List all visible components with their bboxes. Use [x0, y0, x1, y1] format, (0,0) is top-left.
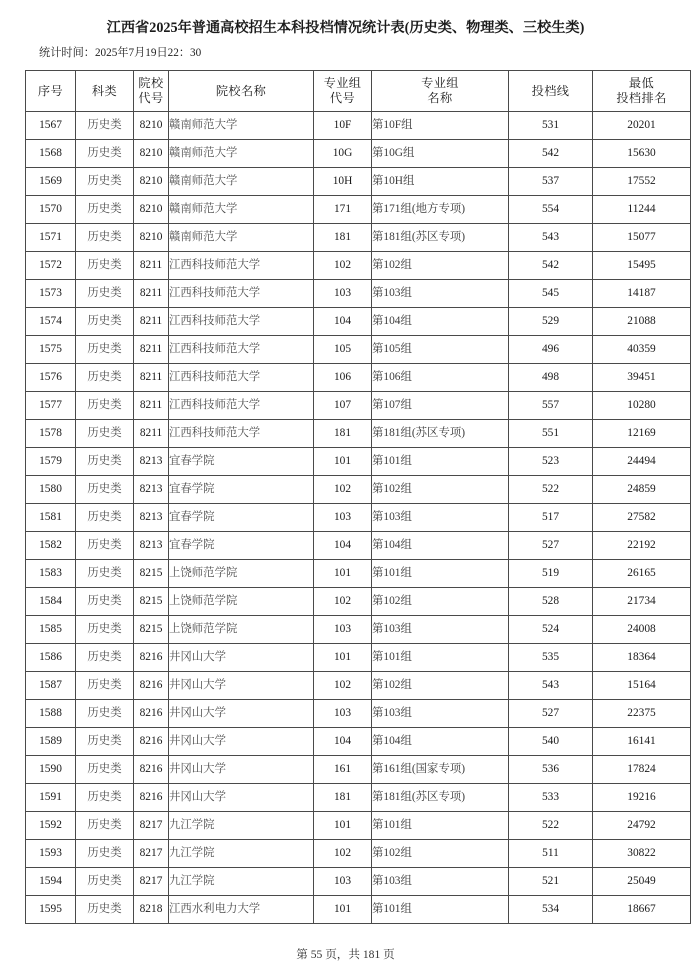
cell-sequence: 1570: [26, 196, 76, 224]
cell-group-code: 171: [314, 196, 372, 224]
column-header-lowest-rank-line1: 最低: [628, 76, 655, 90]
cell-subject: 历史类: [76, 308, 134, 336]
cell-group-code: 101: [314, 896, 372, 924]
cell-group-name: 第101组: [372, 896, 509, 924]
cell-group-code: 181: [314, 784, 372, 812]
column-header-group-code-line1: 专业组: [323, 76, 362, 90]
cell-sequence: 1577: [26, 392, 76, 420]
cell-subject: 历史类: [76, 336, 134, 364]
cell-score-line: 536: [509, 756, 593, 784]
table-row: [26, 616, 691, 644]
cell-score-line: 557: [509, 392, 593, 420]
cell-lowest-rank: 16141: [593, 728, 691, 756]
cell-score-line: 540: [509, 728, 593, 756]
cell-school-code: 8211: [134, 364, 169, 392]
cell-score-line: 496: [509, 336, 593, 364]
cell-lowest-rank: 30822: [593, 840, 691, 868]
cell-group-name: 第104组: [372, 728, 509, 756]
cell-group-code: 102: [314, 476, 372, 504]
cell-group-code: 102: [314, 672, 372, 700]
table-row: [26, 840, 691, 868]
cell-school-name: 井冈山大学: [169, 728, 314, 756]
cell-sequence: 1578: [26, 420, 76, 448]
cell-group-code: 104: [314, 728, 372, 756]
column-header-group-code: [314, 71, 372, 112]
cell-sequence: 1580: [26, 476, 76, 504]
table-row: [26, 392, 691, 420]
cell-school-name: 赣南师范大学: [169, 224, 314, 252]
cell-subject: 历史类: [76, 784, 134, 812]
table-row: [26, 420, 691, 448]
cell-subject: 历史类: [76, 420, 134, 448]
cell-school-name: 井冈山大学: [169, 672, 314, 700]
table-body: [26, 112, 691, 924]
table-header-row: [26, 71, 691, 112]
cell-subject: 历史类: [76, 728, 134, 756]
cell-subject: 历史类: [76, 896, 134, 924]
cell-subject: 历史类: [76, 532, 134, 560]
cell-group-code: 106: [314, 364, 372, 392]
cell-subject: 历史类: [76, 140, 134, 168]
cell-score-line: 511: [509, 840, 593, 868]
cell-sequence: 1595: [26, 896, 76, 924]
cell-group-name: 第103组: [372, 700, 509, 728]
cell-school-name: 江西科技师范大学: [169, 392, 314, 420]
cell-group-code: 181: [314, 224, 372, 252]
cell-subject: 历史类: [76, 112, 134, 140]
table-row: [26, 700, 691, 728]
cell-group-code: 10H: [314, 168, 372, 196]
table-row: [26, 448, 691, 476]
cell-group-name: 第102组: [372, 840, 509, 868]
cell-lowest-rank: 18667: [593, 896, 691, 924]
cell-score-line: 533: [509, 784, 593, 812]
cell-school-code: 8211: [134, 252, 169, 280]
cell-sequence: 1584: [26, 588, 76, 616]
cell-group-code: 101: [314, 812, 372, 840]
cell-sequence: 1587: [26, 672, 76, 700]
table-row: [26, 504, 691, 532]
cell-sequence: 1569: [26, 168, 76, 196]
table-header: [26, 71, 691, 112]
table-row: [26, 196, 691, 224]
cell-score-line: 517: [509, 504, 593, 532]
cell-school-code: 8216: [134, 672, 169, 700]
cell-group-name: 第107组: [372, 392, 509, 420]
table-row: [26, 672, 691, 700]
cell-school-code: 8211: [134, 392, 169, 420]
cell-group-code: 10F: [314, 112, 372, 140]
cell-score-line: 523: [509, 448, 593, 476]
cell-lowest-rank: 24792: [593, 812, 691, 840]
cell-sequence: 1591: [26, 784, 76, 812]
cell-subject: 历史类: [76, 280, 134, 308]
column-header-score-line: 投档线: [509, 71, 593, 112]
cell-school-code: 8217: [134, 840, 169, 868]
cell-school-code: 8211: [134, 336, 169, 364]
cell-subject: 历史类: [76, 700, 134, 728]
cell-school-code: 8218: [134, 896, 169, 924]
cell-lowest-rank: 22375: [593, 700, 691, 728]
cell-group-name: 第103组: [372, 616, 509, 644]
cell-school-code: 8213: [134, 532, 169, 560]
cell-score-line: 528: [509, 588, 593, 616]
table-row: [26, 560, 691, 588]
cell-lowest-rank: 39451: [593, 364, 691, 392]
cell-lowest-rank: 12169: [593, 420, 691, 448]
cell-group-name: 第10G组: [372, 140, 509, 168]
cell-school-code: 8217: [134, 812, 169, 840]
table-row: [26, 112, 691, 140]
cell-group-name: 第171组(地方专项): [372, 196, 509, 224]
cell-group-code: 101: [314, 448, 372, 476]
cell-school-name: 江西科技师范大学: [169, 308, 314, 336]
cell-group-name: 第10F组: [372, 112, 509, 140]
cell-subject: 历史类: [76, 672, 134, 700]
table-row: [26, 308, 691, 336]
cell-school-name: 井冈山大学: [169, 644, 314, 672]
cell-school-name: 宜春学院: [169, 504, 314, 532]
table-row: [26, 756, 691, 784]
column-header-lowest-rank-line2: 投档排名: [616, 91, 667, 105]
cell-lowest-rank: 17552: [593, 168, 691, 196]
cell-school-code: 8215: [134, 560, 169, 588]
cell-sequence: 1581: [26, 504, 76, 532]
cell-group-code: 103: [314, 868, 372, 896]
cell-school-code: 8216: [134, 728, 169, 756]
cell-group-name: 第103组: [372, 280, 509, 308]
cell-lowest-rank: 26165: [593, 560, 691, 588]
cell-sequence: 1582: [26, 532, 76, 560]
cell-school-name: 上饶师范学院: [169, 588, 314, 616]
cell-school-name: 九江学院: [169, 868, 314, 896]
cell-school-code: 8216: [134, 700, 169, 728]
cell-school-name: 江西科技师范大学: [169, 280, 314, 308]
cell-group-code: 102: [314, 252, 372, 280]
cell-lowest-rank: 15630: [593, 140, 691, 168]
cell-group-name: 第105组: [372, 336, 509, 364]
cell-score-line: 522: [509, 476, 593, 504]
table-row: [26, 588, 691, 616]
cell-score-line: 543: [509, 672, 593, 700]
cell-sequence: 1592: [26, 812, 76, 840]
cell-school-name: 宜春学院: [169, 476, 314, 504]
statistics-timestamp: 统计时间：2025年7月19日22：30: [39, 47, 202, 59]
cell-subject: 历史类: [76, 756, 134, 784]
cell-group-code: 101: [314, 560, 372, 588]
cell-school-code: 8210: [134, 196, 169, 224]
cell-school-name: 赣南师范大学: [169, 196, 314, 224]
cell-subject: 历史类: [76, 476, 134, 504]
cell-sequence: 1575: [26, 336, 76, 364]
column-header-school-code-line1: 院校: [138, 76, 164, 90]
table-row: [26, 476, 691, 504]
cell-school-name: 上饶师范学院: [169, 560, 314, 588]
cell-lowest-rank: 10280: [593, 392, 691, 420]
cell-group-name: 第103组: [372, 504, 509, 532]
cell-group-code: 161: [314, 756, 372, 784]
cell-subject: 历史类: [76, 616, 134, 644]
cell-group-code: 104: [314, 308, 372, 336]
table-row: [26, 280, 691, 308]
cell-subject: 历史类: [76, 644, 134, 672]
cell-school-name: 上饶师范学院: [169, 616, 314, 644]
cell-group-name: 第10H组: [372, 168, 509, 196]
cell-lowest-rank: 17824: [593, 756, 691, 784]
cell-school-name: 江西水利电力大学: [169, 896, 314, 924]
table-row: [26, 252, 691, 280]
cell-lowest-rank: 18364: [593, 644, 691, 672]
cell-subject: 历史类: [76, 224, 134, 252]
column-header-group-code-line2: 代号: [329, 91, 356, 105]
cell-school-code: 8216: [134, 644, 169, 672]
cell-sequence: 1573: [26, 280, 76, 308]
cell-subject: 历史类: [76, 588, 134, 616]
cell-score-line: 554: [509, 196, 593, 224]
cell-group-name: 第104组: [372, 532, 509, 560]
cell-sequence: 1579: [26, 448, 76, 476]
cell-group-code: 101: [314, 644, 372, 672]
cell-score-line: 551: [509, 420, 593, 448]
cell-sequence: 1590: [26, 756, 76, 784]
column-header-group-name-line2: 名称: [427, 91, 453, 105]
cell-group-name: 第101组: [372, 560, 509, 588]
cell-sequence: 1571: [26, 224, 76, 252]
cell-lowest-rank: 25049: [593, 868, 691, 896]
cell-group-code: 104: [314, 532, 372, 560]
cell-group-name: 第106组: [372, 364, 509, 392]
cell-group-code: 105: [314, 336, 372, 364]
cell-subject: 历史类: [76, 868, 134, 896]
cell-group-code: 102: [314, 840, 372, 868]
column-header-lowest-rank: [593, 71, 691, 112]
column-header-group-name: [372, 71, 509, 112]
table-row: [26, 224, 691, 252]
cell-score-line: 521: [509, 868, 593, 896]
cell-group-name: 第181组(苏区专项): [372, 784, 509, 812]
cell-sequence: 1576: [26, 364, 76, 392]
cell-sequence: 1586: [26, 644, 76, 672]
cell-school-name: 九江学院: [169, 840, 314, 868]
cell-score-line: 527: [509, 700, 593, 728]
cell-group-code: 103: [314, 504, 372, 532]
cell-school-code: 8216: [134, 756, 169, 784]
cell-sequence: 1594: [26, 868, 76, 896]
cell-school-code: 8210: [134, 224, 169, 252]
cell-subject: 历史类: [76, 196, 134, 224]
cell-school-name: 赣南师范大学: [169, 112, 314, 140]
table-row: [26, 364, 691, 392]
cell-subject: 历史类: [76, 560, 134, 588]
cell-school-code: 8210: [134, 112, 169, 140]
cell-sequence: 1567: [26, 112, 76, 140]
cell-group-name: 第101组: [372, 812, 509, 840]
cell-group-code: 107: [314, 392, 372, 420]
cell-school-name: 井冈山大学: [169, 784, 314, 812]
table-row: [26, 644, 691, 672]
column-header-school-code: [134, 71, 169, 112]
cell-school-name: 江西科技师范大学: [169, 336, 314, 364]
cell-group-code: 103: [314, 280, 372, 308]
cell-group-code: 103: [314, 700, 372, 728]
cell-score-line: 537: [509, 168, 593, 196]
column-header-school-name: 院校名称: [169, 71, 314, 112]
admission-table-container: [25, 70, 666, 924]
cell-score-line: 534: [509, 896, 593, 924]
cell-lowest-rank: 24859: [593, 476, 691, 504]
cell-sequence: 1574: [26, 308, 76, 336]
cell-school-name: 江西科技师范大学: [169, 252, 314, 280]
cell-score-line: 543: [509, 224, 593, 252]
cell-lowest-rank: 22192: [593, 532, 691, 560]
cell-score-line: 542: [509, 252, 593, 280]
table-row: [26, 896, 691, 924]
cell-subject: 历史类: [76, 448, 134, 476]
cell-group-code: 103: [314, 616, 372, 644]
cell-subject: 历史类: [76, 168, 134, 196]
column-header-subject: 科类: [76, 71, 134, 112]
cell-sequence: 1585: [26, 616, 76, 644]
cell-group-name: 第103组: [372, 868, 509, 896]
cell-score-line: 524: [509, 616, 593, 644]
table-row: [26, 532, 691, 560]
cell-school-code: 8210: [134, 168, 169, 196]
cell-school-code: 8213: [134, 476, 169, 504]
table-row: [26, 784, 691, 812]
cell-school-name: 宜春学院: [169, 448, 314, 476]
cell-sequence: 1572: [26, 252, 76, 280]
cell-score-line: 535: [509, 644, 593, 672]
cell-lowest-rank: 27582: [593, 504, 691, 532]
cell-group-name: 第101组: [372, 644, 509, 672]
cell-school-code: 8211: [134, 420, 169, 448]
cell-lowest-rank: 15164: [593, 672, 691, 700]
cell-group-name: 第102组: [372, 588, 509, 616]
cell-school-code: 8216: [134, 784, 169, 812]
cell-group-name: 第101组: [372, 448, 509, 476]
cell-group-code: 10G: [314, 140, 372, 168]
cell-score-line: 545: [509, 280, 593, 308]
cell-lowest-rank: 24008: [593, 616, 691, 644]
cell-lowest-rank: 21734: [593, 588, 691, 616]
cell-group-name: 第102组: [372, 476, 509, 504]
table-row: [26, 728, 691, 756]
cell-subject: 历史类: [76, 364, 134, 392]
admission-statistics-table: [25, 70, 691, 924]
table-row: [26, 140, 691, 168]
cell-school-code: 8215: [134, 588, 169, 616]
cell-school-name: 宜春学院: [169, 532, 314, 560]
cell-school-name: 赣南师范大学: [169, 140, 314, 168]
cell-school-code: 8211: [134, 280, 169, 308]
cell-school-name: 江西科技师范大学: [169, 364, 314, 392]
cell-group-name: 第104组: [372, 308, 509, 336]
cell-group-name: 第181组(苏区专项): [372, 420, 509, 448]
cell-sequence: 1583: [26, 560, 76, 588]
cell-sequence: 1588: [26, 700, 76, 728]
cell-school-name: 井冈山大学: [169, 700, 314, 728]
cell-school-name: 九江学院: [169, 812, 314, 840]
page-title: 江西省2025年普通高校招生本科投档情况统计表(历史类、物理类、三校生类): [106, 20, 585, 36]
cell-school-code: 8210: [134, 140, 169, 168]
cell-sequence: 1593: [26, 840, 76, 868]
cell-lowest-rank: 21088: [593, 308, 691, 336]
cell-lowest-rank: 11244: [593, 196, 691, 224]
cell-lowest-rank: 19216: [593, 784, 691, 812]
cell-lowest-rank: 40359: [593, 336, 691, 364]
table-row: [26, 336, 691, 364]
column-header-group-name-line1: 专业组: [421, 76, 459, 90]
cell-lowest-rank: 15495: [593, 252, 691, 280]
cell-score-line: 531: [509, 112, 593, 140]
cell-lowest-rank: 20201: [593, 112, 691, 140]
cell-school-code: 8211: [134, 308, 169, 336]
column-header-sequence: 序号: [26, 71, 76, 112]
cell-group-code: 102: [314, 588, 372, 616]
cell-score-line: 529: [509, 308, 593, 336]
cell-score-line: 542: [509, 140, 593, 168]
cell-score-line: 522: [509, 812, 593, 840]
cell-school-name: 井冈山大学: [169, 756, 314, 784]
cell-subject: 历史类: [76, 840, 134, 868]
cell-school-name: 江西科技师范大学: [169, 420, 314, 448]
cell-group-name: 第161组(国家专项): [372, 756, 509, 784]
table-row: [26, 168, 691, 196]
cell-group-name: 第102组: [372, 672, 509, 700]
page-number-footer: 第 55 页，共 181 页: [296, 948, 395, 961]
cell-subject: 历史类: [76, 504, 134, 532]
table-row: [26, 812, 691, 840]
column-header-school-code-line2: 代号: [138, 91, 164, 105]
cell-lowest-rank: 14187: [593, 280, 691, 308]
cell-lowest-rank: 15077: [593, 224, 691, 252]
cell-subject: 历史类: [76, 812, 134, 840]
table-row: [26, 868, 691, 896]
cell-school-name: 赣南师范大学: [169, 168, 314, 196]
cell-school-code: 8213: [134, 448, 169, 476]
cell-lowest-rank: 24494: [593, 448, 691, 476]
cell-sequence: 1589: [26, 728, 76, 756]
cell-subject: 历史类: [76, 252, 134, 280]
cell-group-name: 第102组: [372, 252, 509, 280]
cell-sequence: 1568: [26, 140, 76, 168]
cell-group-name: 第181组(苏区专项): [372, 224, 509, 252]
cell-school-code: 8213: [134, 504, 169, 532]
cell-subject: 历史类: [76, 392, 134, 420]
cell-score-line: 519: [509, 560, 593, 588]
cell-group-code: 181: [314, 420, 372, 448]
cell-score-line: 527: [509, 532, 593, 560]
cell-score-line: 498: [509, 364, 593, 392]
cell-school-code: 8215: [134, 616, 169, 644]
cell-school-code: 8217: [134, 868, 169, 896]
